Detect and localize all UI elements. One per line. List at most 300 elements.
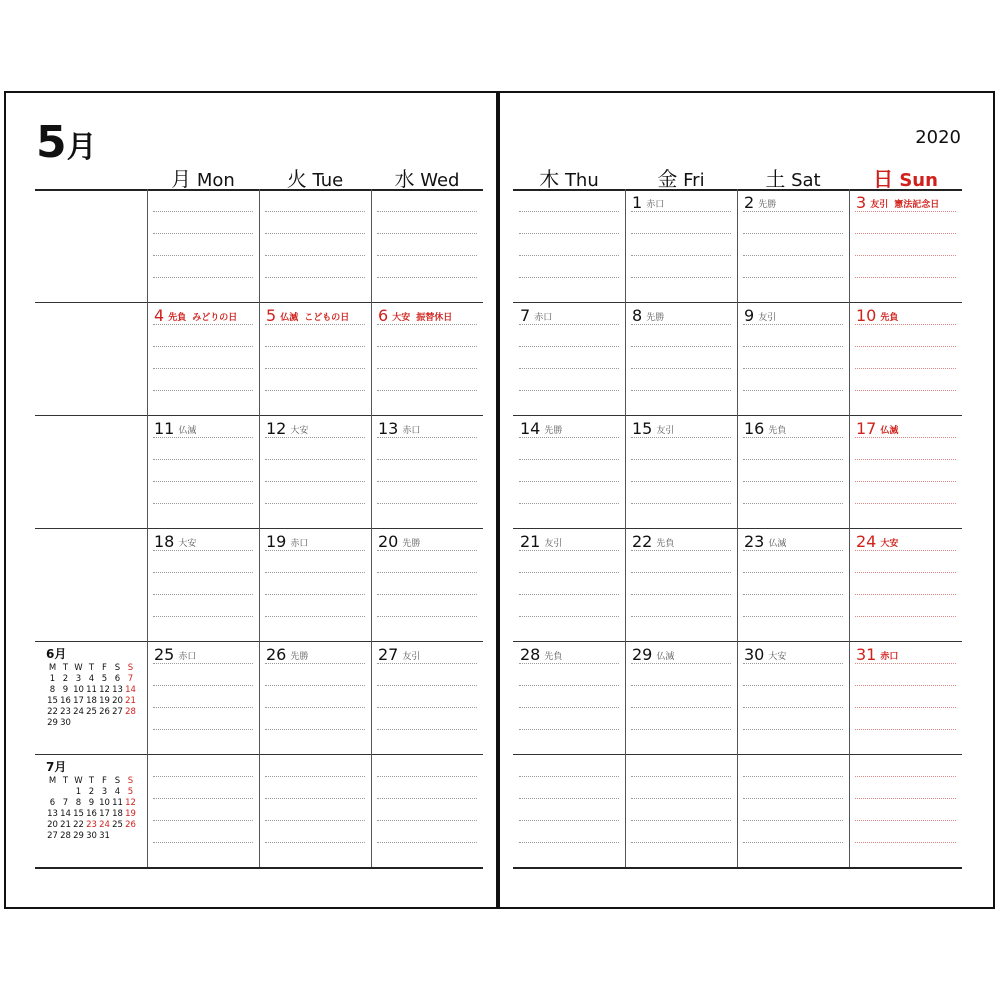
writing-line <box>743 572 843 573</box>
day-header-kanji: 火 <box>286 167 307 191</box>
mini-calendar-day: 29 <box>73 831 84 841</box>
mini-calendar-day: 19 <box>125 809 136 819</box>
mini-calendar-day: 6 <box>114 674 121 684</box>
writing-line <box>153 368 253 369</box>
date-number: 6 <box>378 306 389 325</box>
writing-line <box>265 616 365 617</box>
mini-calendar-day: 1 <box>49 674 56 684</box>
rokuyo-label: 先負 <box>880 313 899 323</box>
mini-calendar-day: 4 <box>88 674 95 684</box>
rokuyo-label: 先負 <box>168 313 187 323</box>
writing-line <box>855 459 956 460</box>
writing-line <box>631 481 731 482</box>
writing-line <box>265 390 365 391</box>
day-cell-date <box>632 195 664 211</box>
writing-line <box>519 324 619 325</box>
writing-line <box>377 390 477 391</box>
writing-line <box>855 211 956 212</box>
column-divider <box>737 189 738 867</box>
day-cell-date <box>856 647 898 663</box>
writing-line <box>377 572 477 573</box>
date-number: 31 <box>856 645 877 664</box>
writing-line <box>743 707 843 708</box>
mini-calendar-day <box>111 831 124 842</box>
mini-calendar-day: 19 <box>99 696 110 706</box>
holiday-label: みどりの日 <box>192 313 238 323</box>
writing-line <box>153 820 253 821</box>
mini-calendar-weekday: S <box>114 776 121 786</box>
mini-calendar-title: 6月 <box>46 647 67 661</box>
day-cell-date <box>520 647 562 663</box>
writing-line <box>377 594 477 595</box>
writing-line <box>631 616 731 617</box>
mini-calendar-day: 2 <box>62 674 69 684</box>
mini-calendar-weekday: S <box>127 663 134 673</box>
mini-calendar-day: 15 <box>47 696 58 706</box>
day-cell-date <box>632 647 674 663</box>
date-number: 8 <box>632 306 643 325</box>
day-header-sat <box>737 163 849 192</box>
mini-calendar-day: 13 <box>47 809 58 819</box>
mini-calendar-day: 26 <box>125 820 136 830</box>
date-number: 5 <box>266 306 277 325</box>
day-cell-date <box>154 647 196 663</box>
day-cell-date <box>266 647 308 663</box>
writing-line <box>377 776 477 777</box>
writing-line <box>265 842 365 843</box>
mini-calendar-day: 16 <box>60 696 71 706</box>
date-number: 2 <box>744 193 755 212</box>
writing-line <box>153 390 253 391</box>
date-number: 4 <box>154 306 165 325</box>
writing-line <box>631 277 731 278</box>
day-cell-date <box>744 647 786 663</box>
writing-line <box>631 324 731 325</box>
rokuyo-label: 先勝 <box>646 313 665 323</box>
holiday-label: 振替休日 <box>416 313 453 323</box>
writing-line <box>377 346 477 347</box>
month-kanji: 月 <box>66 130 97 165</box>
day-header-english: Thu <box>559 170 599 191</box>
date-number: 27 <box>378 645 399 664</box>
writing-line <box>855 707 956 708</box>
writing-line <box>519 481 619 482</box>
mini-calendar-day: 6 <box>49 798 56 808</box>
rokuyo-label: 赤口 <box>646 200 665 210</box>
writing-line <box>519 346 619 347</box>
day-header-kanji: 金 <box>657 167 678 191</box>
day-header-english: Mon <box>191 170 235 191</box>
holiday-label: こどもの日 <box>304 313 350 323</box>
rokuyo-label: 先勝 <box>544 426 563 436</box>
writing-line <box>377 616 477 617</box>
writing-line <box>519 616 619 617</box>
writing-line <box>153 842 253 843</box>
writing-line <box>855 776 956 777</box>
writing-line <box>265 729 365 730</box>
writing-line <box>153 255 253 256</box>
writing-line <box>265 776 365 777</box>
day-cell-date <box>632 421 674 437</box>
writing-line <box>855 368 956 369</box>
year-label: 2020 <box>915 127 961 148</box>
rokuyo-label: 先勝 <box>290 652 309 662</box>
writing-line <box>855 842 956 843</box>
writing-line <box>855 390 956 391</box>
date-number: 11 <box>154 419 175 438</box>
rokuyo-label: 先負 <box>544 652 563 662</box>
writing-line <box>519 572 619 573</box>
writing-line <box>153 776 253 777</box>
writing-line <box>519 685 619 686</box>
writing-line <box>519 390 619 391</box>
writing-line <box>265 594 365 595</box>
holiday-label: 憲法記念日 <box>894 200 940 210</box>
rokuyo-label: 先勝 <box>402 539 421 549</box>
mini-calendar-day: 28 <box>60 831 71 841</box>
mini-calendar-weekday: T <box>88 776 95 786</box>
day-cell-date <box>856 534 898 550</box>
date-number: 25 <box>154 645 175 664</box>
day-cell-date <box>154 421 196 437</box>
mini-calendar-day: 21 <box>125 696 136 706</box>
day-cell-date <box>378 421 420 437</box>
mini-calendar-day: 17 <box>99 809 110 819</box>
writing-line <box>631 459 731 460</box>
day-cell-date <box>744 534 786 550</box>
day-cell-date <box>744 308 776 324</box>
writing-line <box>265 798 365 799</box>
mini-calendar <box>46 649 137 729</box>
mini-calendar-day: 9 <box>62 685 69 695</box>
date-number: 16 <box>744 419 765 438</box>
mini-calendar-weekday: T <box>62 776 69 786</box>
writing-line <box>153 481 253 482</box>
mini-calendar-weekday: F <box>102 663 107 673</box>
writing-line <box>519 820 619 821</box>
writing-line <box>631 820 731 821</box>
writing-line <box>631 842 731 843</box>
rokuyo-label: 仏滅 <box>880 426 899 436</box>
writing-line <box>855 503 956 504</box>
day-cell-date <box>856 421 898 437</box>
mini-calendar-weekday: W <box>74 776 83 786</box>
rokuyo-label: 赤口 <box>534 313 553 323</box>
writing-line <box>153 594 253 595</box>
rokuyo-label: 大安 <box>392 313 411 323</box>
column-divider <box>147 189 148 867</box>
mini-calendar-grid <box>46 663 137 729</box>
writing-line <box>519 277 619 278</box>
writing-line <box>377 685 477 686</box>
rokuyo-label: 仏滅 <box>768 539 787 549</box>
mini-calendar-weekday: W <box>74 663 83 673</box>
date-number: 28 <box>520 645 541 664</box>
writing-line <box>377 459 477 460</box>
rokuyo-label: 友引 <box>402 652 421 662</box>
day-cell-date <box>520 534 562 550</box>
writing-line <box>519 503 619 504</box>
mini-calendar-day: 30 <box>60 718 71 728</box>
writing-line <box>153 211 253 212</box>
mini-calendar-day: 25 <box>112 820 123 830</box>
date-number: 29 <box>632 645 653 664</box>
mini-calendar-day <box>111 718 124 729</box>
day-header-kanji: 月 <box>171 167 192 191</box>
mini-calendar-day: 27 <box>47 831 58 841</box>
writing-line <box>631 255 731 256</box>
date-number: 30 <box>744 645 765 664</box>
writing-line <box>631 685 731 686</box>
writing-line <box>519 729 619 730</box>
column-divider <box>259 189 260 867</box>
rokuyo-label: 友引 <box>544 539 563 549</box>
rokuyo-label: 大安 <box>178 539 197 549</box>
mini-calendar-day: 5 <box>127 787 134 797</box>
writing-line <box>265 503 365 504</box>
writing-line <box>743 390 843 391</box>
writing-line <box>631 594 731 595</box>
mini-calendar-day: 23 <box>60 707 71 717</box>
writing-line <box>377 820 477 821</box>
writing-line <box>265 820 365 821</box>
mini-calendar-day: 7 <box>127 674 134 684</box>
mini-calendar-day: 16 <box>86 809 97 819</box>
row-divider <box>513 867 962 869</box>
writing-line <box>265 277 365 278</box>
mini-calendar-day <box>98 718 111 729</box>
mini-calendar-day <box>124 718 137 729</box>
writing-line <box>519 776 619 777</box>
writing-line <box>743 798 843 799</box>
writing-line <box>631 368 731 369</box>
mini-calendar <box>46 762 137 842</box>
mini-calendar-day: 12 <box>99 685 110 695</box>
writing-line <box>265 459 365 460</box>
day-header-english: Tue <box>306 170 344 191</box>
writing-line <box>855 729 956 730</box>
column-divider <box>371 189 372 867</box>
writing-line <box>377 503 477 504</box>
date-number: 14 <box>520 419 541 438</box>
writing-line <box>631 707 731 708</box>
day-cell-date <box>378 308 452 324</box>
writing-line <box>743 255 843 256</box>
day-cell-date <box>520 308 552 324</box>
writing-line <box>743 503 843 504</box>
date-number: 13 <box>378 419 399 438</box>
mini-calendar-weekday: S <box>127 776 134 786</box>
day-cell-date <box>856 195 939 211</box>
day-header-english: Sat <box>785 170 821 191</box>
writing-line <box>377 707 477 708</box>
writing-line <box>743 616 843 617</box>
writing-line <box>743 729 843 730</box>
writing-line <box>153 729 253 730</box>
rokuyo-label: 仏滅 <box>656 652 675 662</box>
day-header-english: Wed <box>414 170 460 191</box>
mini-calendar-day: 10 <box>73 685 84 695</box>
date-number: 22 <box>632 532 653 551</box>
writing-line <box>631 776 731 777</box>
mini-calendar-day: 29 <box>47 718 58 728</box>
writing-line <box>519 707 619 708</box>
day-header-mon <box>147 163 259 192</box>
mini-calendar-day: 13 <box>112 685 123 695</box>
mini-calendar-day: 3 <box>101 787 108 797</box>
day-cell-date <box>266 534 308 550</box>
day-cell-date <box>378 647 420 663</box>
writing-line <box>855 481 956 482</box>
day-cell-date <box>520 421 562 437</box>
mini-calendar-day: 20 <box>112 696 123 706</box>
writing-line <box>153 685 253 686</box>
column-divider <box>625 189 626 867</box>
writing-line <box>855 255 956 256</box>
writing-line <box>265 255 365 256</box>
writing-line <box>519 233 619 234</box>
writing-line <box>519 798 619 799</box>
rokuyo-label: 友引 <box>870 200 889 210</box>
writing-line <box>855 685 956 686</box>
day-header-english: Sun <box>893 170 938 191</box>
writing-line <box>855 277 956 278</box>
day-header-wed <box>371 163 483 192</box>
writing-line <box>377 368 477 369</box>
date-number: 1 <box>632 193 643 212</box>
rokuyo-label: 大安 <box>768 652 787 662</box>
writing-line <box>631 211 731 212</box>
day-header-kanji: 土 <box>765 167 786 191</box>
date-number: 18 <box>154 532 175 551</box>
mini-calendar-day: 11 <box>86 685 97 695</box>
day-cell-date <box>632 534 674 550</box>
mini-calendar-day: 17 <box>73 696 84 706</box>
day-cell-date <box>154 308 237 324</box>
mini-calendar-day: 18 <box>112 809 123 819</box>
mini-calendar-day <box>59 787 72 798</box>
writing-line <box>743 776 843 777</box>
date-number: 20 <box>378 532 399 551</box>
writing-line <box>265 685 365 686</box>
rokuyo-label: 大安 <box>290 426 309 436</box>
writing-line <box>631 233 731 234</box>
writing-line <box>743 211 843 212</box>
writing-line <box>855 594 956 595</box>
date-number: 24 <box>856 532 877 551</box>
mini-calendar-day: 27 <box>112 707 123 717</box>
day-header-fri <box>625 163 737 192</box>
writing-line <box>519 842 619 843</box>
writing-line <box>743 346 843 347</box>
writing-line <box>743 233 843 234</box>
rokuyo-label: 友引 <box>656 426 675 436</box>
rokuyo-label: 先負 <box>768 426 787 436</box>
mini-calendar-day: 22 <box>73 820 84 830</box>
writing-line <box>153 233 253 234</box>
writing-line <box>153 503 253 504</box>
writing-line <box>743 324 843 325</box>
mini-calendar-weekday: M <box>48 663 57 673</box>
rokuyo-label: 仏滅 <box>280 313 299 323</box>
day-header-english: Fri <box>677 170 705 191</box>
mini-calendar-grid <box>46 776 137 842</box>
date-number: 15 <box>632 419 653 438</box>
writing-line <box>631 572 731 573</box>
left-page <box>4 91 498 909</box>
writing-line <box>265 324 365 325</box>
writing-line <box>855 616 956 617</box>
mini-calendar-day <box>46 787 59 798</box>
writing-line <box>855 798 956 799</box>
mini-calendar-day: 1 <box>75 787 82 797</box>
writing-line <box>519 459 619 460</box>
writing-line <box>743 685 843 686</box>
writing-line <box>265 346 365 347</box>
writing-line <box>631 729 731 730</box>
writing-line <box>153 798 253 799</box>
date-number: 19 <box>266 532 287 551</box>
writing-line <box>855 572 956 573</box>
mini-calendar-day: 4 <box>114 787 121 797</box>
writing-line <box>377 277 477 278</box>
mini-calendar-day: 9 <box>88 798 95 808</box>
right-page <box>498 91 995 909</box>
writing-line <box>153 324 253 325</box>
mini-calendar-day: 18 <box>86 696 97 706</box>
writing-line <box>265 211 365 212</box>
mini-calendar-weekday: T <box>88 663 95 673</box>
day-cell-date <box>266 308 349 324</box>
writing-line <box>743 481 843 482</box>
column-divider <box>849 189 850 867</box>
day-cell-date <box>632 308 664 324</box>
day-header-sun <box>849 163 962 192</box>
writing-line <box>153 459 253 460</box>
mini-calendar-day <box>124 831 137 842</box>
month-title <box>36 117 97 168</box>
date-number: 10 <box>856 306 877 325</box>
writing-line <box>631 390 731 391</box>
writing-line <box>153 572 253 573</box>
mini-calendar-day: 12 <box>125 798 136 808</box>
writing-line <box>855 233 956 234</box>
mini-calendar-day: 31 <box>99 831 110 841</box>
writing-line <box>377 324 477 325</box>
writing-line <box>743 842 843 843</box>
writing-line <box>631 798 731 799</box>
writing-line <box>265 481 365 482</box>
mini-calendar-day: 24 <box>73 707 84 717</box>
rokuyo-label: 赤口 <box>178 652 197 662</box>
writing-line <box>631 346 731 347</box>
writing-line <box>377 798 477 799</box>
date-number: 9 <box>744 306 755 325</box>
date-number: 23 <box>744 532 765 551</box>
writing-line <box>153 277 253 278</box>
mini-calendar-day: 2 <box>88 787 95 797</box>
day-cell-date <box>856 308 898 324</box>
writing-line <box>855 346 956 347</box>
mini-calendar-weekday: M <box>48 776 57 786</box>
date-number: 3 <box>856 193 867 212</box>
rokuyo-label: 大安 <box>880 539 899 549</box>
writing-line <box>519 368 619 369</box>
writing-line <box>377 255 477 256</box>
date-number: 12 <box>266 419 287 438</box>
mini-calendar-day: 25 <box>86 707 97 717</box>
date-number: 7 <box>520 306 531 325</box>
